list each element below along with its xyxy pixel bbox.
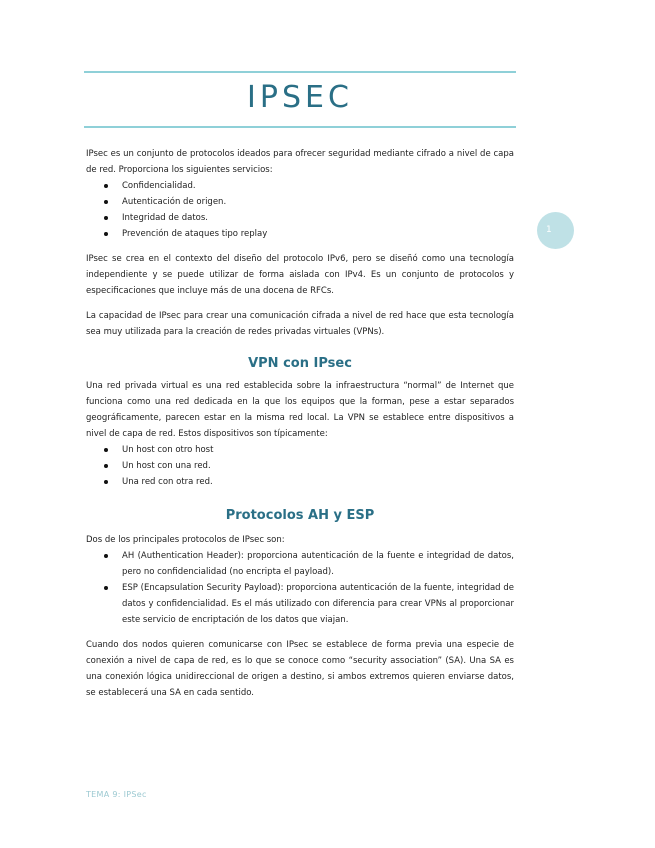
list-item: Un host con otro host [86,442,514,458]
vpn-list [86,442,514,490]
list-item: Integridad de datos. [86,210,514,226]
intro-paragraph: IPsec es un conjunto de protocolos ideados para ofrecer seguridad mediante cifrado a nivel de capa de red. Proporciona los siguientes servicios: [86,149,514,175]
vpn-paragraph: Una red privada virtual es una red establecida sobre la infraestructura “normal” de Internet que funciona como una red dedicada en la que los equipos que la forman, pese a estar separados geográficamente, parecen estar en la misma red local. La VPN se establece entre dispositivos a nivel de capa de red. Estos dispositivos son típicamente: [86,381,514,439]
list-item: ESP (Encapsulation Security Payload): proporciona autenticación de la fuente, integridad de datos y confidencialidad. Es el más utilizado con diferencia para crear VPNs al proporcionar este servicio de encriptación de los datos que viajan. [86,580,514,628]
list-item: Una red con otra red. [86,474,514,490]
title-top-rule [84,71,516,73]
document-body [86,146,514,701]
services-list [86,178,514,242]
page-title: IPSEC [247,80,353,115]
ipv6-paragraph: IPsec se crea en el contexto del diseño del protocolo IPv6, pero se diseñó como una tecnología independiente y se puede utilizar de forma aislada con IPv4. Es un conjunto de protocolos y especificaciones que incluye más de una docena de RFCs. [86,254,514,296]
protocols-heading: Protocolos AH y ESP [225,508,375,523]
list-item: Confidencialidad. [86,178,514,194]
title-bottom-rule [84,126,516,128]
vpn-usage-paragraph: La capacidad de IPsec para crear una comunicación cifrada a nivel de red hace que esta tecnología sea muy utilizada para la creación de redes privadas virtuales (VPNs). [86,311,514,337]
sa-paragraph: Cuando dos nodos quieren comunicarse con IPsec se establece de forma previa una especie de conexión a nivel de capa de red, es lo que se conoce como “security association” (SA). Una SA es una conexión lógica unidireccional de origen a destino, si ambos extremos quieren enviarse datos, se establecerá una SA en cada sentido. [86,640,514,698]
protocols-intro: Dos de los principales protocolos de IPsec son: [86,535,285,545]
page-footer: TEMA 9: IPSec [86,790,147,799]
vpn-heading: VPN con IPsec [248,356,352,371]
list-item: Autenticación de origen. [86,194,514,210]
list-item: Prevención de ataques tipo replay [86,226,514,242]
list-item: Un host con una red. [86,458,514,474]
protocols-list [86,548,514,628]
list-item: AH (Authentication Header): proporciona autenticación de la fuente e integridad de datos, pero no confidencialidad (no encripta el payload). [86,548,514,580]
page-number-badge: 1 [537,212,574,249]
